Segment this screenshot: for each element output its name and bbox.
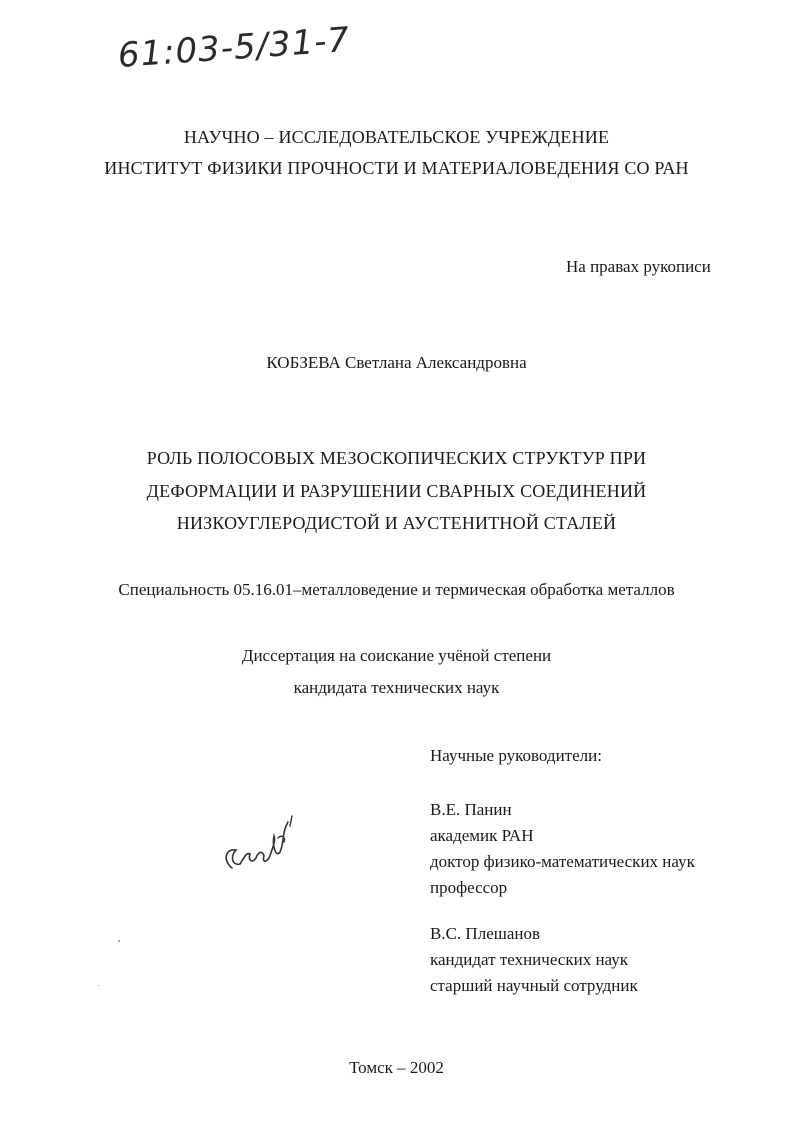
specialty-line: Специальность 05.16.01–металловедение и термическая обработка металлов (118, 580, 675, 599)
supervisor-2-title-2: старший научный сотрудник (430, 976, 638, 995)
institution-line-1: НАУЧНО – ИССЛЕДОВАТЕЛЬСКОЕ УЧРЕЖДЕНИЕ (183, 127, 610, 147)
supervisor-1-block (430, 797, 695, 901)
place-and-year: Томск – 2002 (349, 1058, 444, 1077)
manuscript-rights-note: На правах рукописи (566, 257, 711, 276)
handwritten-signature (218, 808, 308, 888)
dissertation-line-1: Диссертация на соискание учёной степени (241, 646, 552, 665)
supervisor-1-title-2: доктор физико-математических наук (430, 852, 695, 871)
supervisor-1-title-1: академик РАН (430, 826, 534, 845)
scan-speck (118, 940, 120, 942)
supervisor-2-block (430, 921, 638, 999)
supervisor-2-title-1: кандидат технических наук (430, 950, 628, 969)
dissertation-line-2: кандидата технических наук (293, 678, 500, 697)
supervisors-header: Научные руководители: (430, 746, 602, 765)
thesis-title-line-1: РОЛЬ ПОЛОСОВЫХ МЕЗОСКОПИЧЕСКИХ СТРУКТУР ПРИ (146, 448, 647, 468)
supervisor-1-name: В.Е. Панин (430, 800, 512, 819)
author-name: КОБЗЕВА Светлана Александровна (266, 353, 527, 372)
institution-line-2: ИНСТИТУТ ФИЗИКИ ПРОЧНОСТИ И МАТЕРИАЛОВЕДЕНИЯ СО РАН (104, 158, 689, 178)
supervisor-1-title-3: профессор (430, 878, 508, 897)
thesis-title-line-3: НИЗКОУГЛЕРОДИСТОЙ И АУСТЕНИТНОЙ СТАЛЕЙ (176, 513, 617, 533)
thesis-title-line-2: ДЕФОРМАЦИИ И РАЗРУШЕНИИ СВАРНЫХ СОЕДИНЕНИЙ (146, 481, 647, 501)
supervisor-2-name: В.С. Плешанов (430, 924, 540, 943)
scan-speck (98, 985, 99, 986)
handwritten-archive-code: 61:03-5/31-7 (116, 19, 352, 76)
